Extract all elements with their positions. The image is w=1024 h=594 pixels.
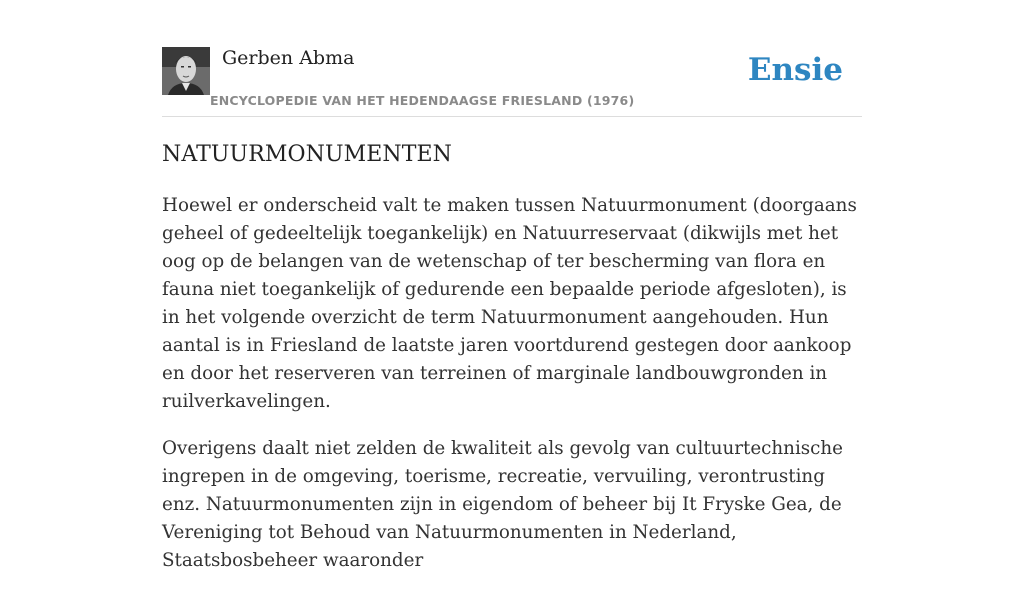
source-title: ENCYCLOPEDIE VAN HET HEDENDAAGSE FRIESLAND (1976): [210, 93, 635, 108]
article-paragraph: Hoewel er onderscheid valt te maken tussen Natuurmonument (doorgaans geheel of gedeeltelijk toegankelijk) en Natuurreservaat (dikwijls met het oog op de belangen van de wetenschap of ter bescherming van flora en fauna niet toegankelijk of gedurende een bepaalde periode afgesloten), is in het volgende overzicht de term Natuurmonument aangehouden. Hun aantal is in Friesland de laatste jaren voortdurend gestegen door aankoop en door het reserveren van terreinen of marginale landbouwgronden in ruilverkavelingen.: [162, 195, 857, 412]
author-name[interactable]: Gerben Abma: [222, 47, 355, 69]
author-photo-icon: [162, 47, 210, 95]
ensie-logo[interactable]: Ensie: [747, 52, 843, 88]
page-title: NATUURMONUMENTEN: [162, 142, 453, 167]
article-header: [162, 46, 862, 117]
article-body: [162, 192, 866, 594]
article-paragraph: Overigens daalt niet zelden de kwaliteit als gevolg van cultuurtechnische ingrepen in de omgeving, toerisme, recreatie, vervuiling, verontrusting enz. Natuurmonumenten zijn in eigendom of beheer bij It Fryske Gea, de Vereniging tot Behoud van Natuurmonumenten in Nederland, Staatsbosbeheer waaronder: [162, 438, 844, 571]
author-avatar[interactable]: [162, 47, 210, 95]
